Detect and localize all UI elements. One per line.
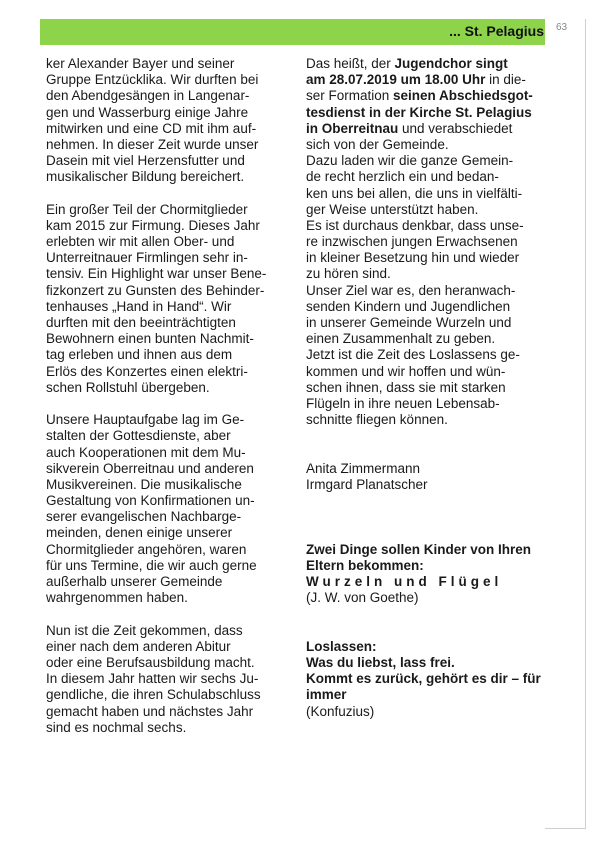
text-line (306, 266, 556, 282)
blank-line (46, 186, 288, 202)
text-line (306, 234, 556, 250)
text-line (306, 347, 556, 363)
text-line (46, 56, 288, 72)
text-segment: gendliche, die ihren Schulabschluss (46, 687, 261, 703)
blank-line (306, 493, 556, 509)
text-segment: Es ist durchaus denkbar, dass unse- (306, 217, 524, 233)
text-line (46, 445, 288, 461)
text-segment: re inzwischen jungen Erwachsenen (306, 234, 518, 250)
page-border-right (585, 19, 586, 829)
text-line (46, 525, 288, 541)
text-segment: und verabschiedet (398, 120, 513, 136)
text-line (46, 704, 288, 720)
text-line (46, 412, 288, 428)
text-line (46, 364, 288, 380)
text-segment: Ein großer Teil der Chormitglieder (46, 201, 248, 217)
text-line (306, 396, 556, 412)
text-segment: de recht herzlich ein und bedan- (306, 169, 499, 185)
text-line (306, 153, 556, 169)
text-line (306, 315, 556, 331)
text-line (306, 331, 556, 347)
text-segment: Gestaltung von Konfirmationen un- (46, 493, 255, 509)
text-line (306, 461, 556, 477)
text-segment: am 28.07.2019 um 18.00 Uhr (306, 72, 486, 88)
text-line (46, 574, 288, 590)
text-line (46, 655, 288, 671)
text-segment: mitwirken und eine CD mit ihm auf- (46, 120, 257, 136)
blank-line (306, 623, 556, 639)
text-segment: kommen und wir hoffen und wün- (306, 363, 506, 379)
text-line (46, 623, 288, 639)
text-segment: gemacht haben und nächstes Jahr (46, 703, 254, 719)
text-line (306, 105, 556, 121)
text-segment: in Oberreitnau (306, 120, 399, 136)
blank-line (306, 606, 556, 622)
text-segment: Flügeln in ihre neuen Lebensab- (306, 395, 500, 411)
text-segment: schen ihnen, dass sie mit starken (306, 379, 506, 395)
text-line (306, 639, 556, 655)
text-line (306, 590, 556, 606)
text-line (46, 88, 288, 104)
text-segment: außerhalb unserer Gemeinde (46, 574, 223, 589)
text-line (306, 299, 556, 315)
text-line (46, 266, 288, 282)
text-segment: schnitte fliegen können. (306, 412, 448, 428)
blank-line (306, 525, 556, 541)
text-line (46, 493, 288, 509)
text-segment: meinden, denen einige unserer (46, 525, 233, 541)
text-line (46, 283, 288, 299)
text-segment: sind es nochmal sechs. (46, 719, 187, 735)
blank-line (306, 428, 556, 444)
text-line (46, 137, 288, 153)
text-segment: Jugendchor singt (394, 56, 508, 71)
text-segment: tesdienst in der Kirche St. Pelagius (306, 104, 532, 120)
text-segment: einer nach dem anderen Abitur (46, 638, 231, 654)
text-segment: musikalischer Bildung bereichert. (46, 169, 245, 185)
text-segment: ker Alexander Bayer und seiner (46, 56, 235, 71)
text-line (46, 590, 288, 606)
text-segment: Irmgard Planatscher (306, 476, 428, 492)
text-line (46, 250, 288, 266)
text-segment: Erlös des Konzertes einen elektri- (46, 363, 248, 379)
text-segment: Jetzt ist die Zeit des Loslassens ge- (306, 347, 520, 363)
text-segment: zu hören sind. (306, 266, 391, 282)
blank-line (46, 606, 288, 622)
text-line (46, 720, 288, 736)
text-line (46, 218, 288, 234)
text-segment: wahrgenommen haben. (46, 590, 188, 606)
text-segment: auch Kooperationen mit dem Mu- (46, 444, 246, 460)
text-segment: Unterreitnauer Firmlingen sehr in- (46, 250, 248, 266)
text-line (46, 105, 288, 121)
text-line (306, 218, 556, 234)
text-segment: Nun ist die Zeit gekommen, dass (46, 622, 243, 638)
text-segment: seinen Abschiedsgot- (393, 88, 533, 104)
text-line (46, 202, 288, 218)
text-segment: fizkonzert zu Gunsten des Behinder- (46, 282, 265, 298)
text-segment: Was du liebst, lass frei. (306, 654, 455, 670)
text-line (46, 509, 288, 525)
text-segment: tensiv. Ein Highlight war unser Bene- (46, 266, 267, 282)
text-segment: einen Zusammenhalt zu geben. (306, 331, 496, 347)
blank-line (306, 445, 556, 461)
text-segment: Musikvereinen. Die musikalische (46, 476, 242, 492)
text-segment: nehmen. In dieser Zeit wurde unser (46, 136, 259, 152)
text-segment: Kommt es zurück, gehört es dir – für (306, 671, 541, 687)
text-segment: (Konfuzius) (306, 703, 375, 719)
text-line (46, 671, 288, 687)
text-line (306, 56, 556, 72)
text-line (306, 542, 556, 558)
text-line (306, 558, 556, 574)
text-segment: in die- (485, 72, 526, 88)
text-line (306, 121, 556, 137)
text-line (306, 574, 556, 590)
text-segment: Unsere Hauptaufgabe lag im Ge- (46, 412, 245, 428)
text-line (306, 412, 556, 428)
text-line (306, 477, 556, 493)
text-line (46, 380, 288, 396)
page-number: 63 (556, 22, 568, 33)
text-segment: Dazu laden wir die ganze Gemein- (306, 153, 514, 169)
text-line (306, 283, 556, 299)
text-segment: Unser Ziel war es, den heranwach- (306, 282, 516, 298)
text-segment: in unserer Gemeinde Wurzeln und (306, 315, 512, 330)
text-line (46, 639, 288, 655)
text-line (46, 477, 288, 493)
text-segment: ken uns bei allen, die uns in vielfälti- (306, 185, 523, 201)
left-text-column (46, 56, 288, 736)
text-segment: oder eine Berufsausbildung macht. (46, 654, 255, 670)
text-segment: immer (306, 687, 347, 703)
text-line (306, 704, 556, 720)
text-line (306, 380, 556, 396)
text-line (306, 72, 556, 88)
text-segment: kam 2015 zur Firmung. Dieses Jahr (46, 217, 260, 233)
page-border-bottom (545, 828, 585, 829)
text-segment: (J. W. von Goethe) (306, 590, 419, 606)
text-line (306, 169, 556, 185)
text-line (46, 687, 288, 703)
text-line (46, 299, 288, 315)
text-line (46, 315, 288, 331)
text-line (46, 347, 288, 363)
right-text-column (306, 56, 556, 720)
text-segment: ger Weise unterstützt haben. (306, 201, 479, 217)
text-line (306, 364, 556, 380)
section-title: ... St. Pelagius (449, 23, 544, 39)
text-segment: tag erleben und ihnen aus dem (46, 347, 233, 363)
text-segment: Das heißt, der (306, 56, 395, 71)
text-segment: Anita Zimmermann (306, 460, 421, 476)
text-segment: Wurzeln und Flügel (306, 574, 503, 589)
text-segment: Gruppe Entzücklika. Wir durften bei (46, 72, 259, 88)
text-segment: sikverein Oberreitnau und anderen (46, 460, 254, 476)
text-segment: in kleiner Besetzung hin und wieder (306, 250, 520, 266)
text-segment: stalten der Gottesdienste, aber (46, 428, 231, 444)
text-segment: erlebten wir mit allen Ober- und (46, 234, 235, 250)
text-segment: gen und Wasserburg einige Jahre (46, 104, 249, 120)
blank-line (46, 396, 288, 412)
text-line (46, 461, 288, 477)
blank-line (306, 509, 556, 525)
text-line (306, 186, 556, 202)
text-line (46, 234, 288, 250)
text-line (306, 671, 556, 687)
text-line (306, 202, 556, 218)
text-line (46, 72, 288, 88)
text-segment: tenhauses „Hand in Hand“. Wir (46, 298, 232, 314)
text-segment: sich von der Gemeinde. (306, 136, 449, 152)
text-line (46, 331, 288, 347)
text-line (306, 250, 556, 266)
text-segment: serer evangelischen Nachbarge- (46, 509, 242, 525)
text-segment: Dasein mit viel Herzensfutter und (46, 153, 245, 169)
text-segment: ser Formation (306, 88, 394, 104)
text-segment: schen Rollstuhl übergeben. (46, 379, 210, 395)
text-line (46, 121, 288, 137)
text-line (46, 169, 288, 185)
text-segment: für uns Termine, die wir auch gerne (46, 557, 257, 573)
text-line (46, 153, 288, 169)
text-line (306, 137, 556, 153)
text-line (46, 542, 288, 558)
text-segment: Chormitglieder angehören, waren (46, 541, 247, 557)
text-segment: Eltern bekommen: (306, 557, 424, 573)
text-line (306, 655, 556, 671)
text-segment: senden Kindern und Jugendlichen (306, 298, 511, 314)
text-segment: durften mit den beeinträchtigten (46, 315, 236, 330)
text-line (306, 88, 556, 104)
text-line (306, 687, 556, 703)
text-line (46, 558, 288, 574)
text-segment: In diesem Jahr hatten wir sechs Ju- (46, 671, 259, 687)
text-segment: Bewohnern einen bunten Nachmit- (46, 331, 254, 347)
text-segment: den Abendgesängen in Langenar- (46, 88, 250, 104)
text-segment: Zwei Dinge sollen Kinder von Ihren (306, 541, 532, 557)
text-segment: Loslassen: (306, 638, 377, 654)
text-line (46, 428, 288, 444)
